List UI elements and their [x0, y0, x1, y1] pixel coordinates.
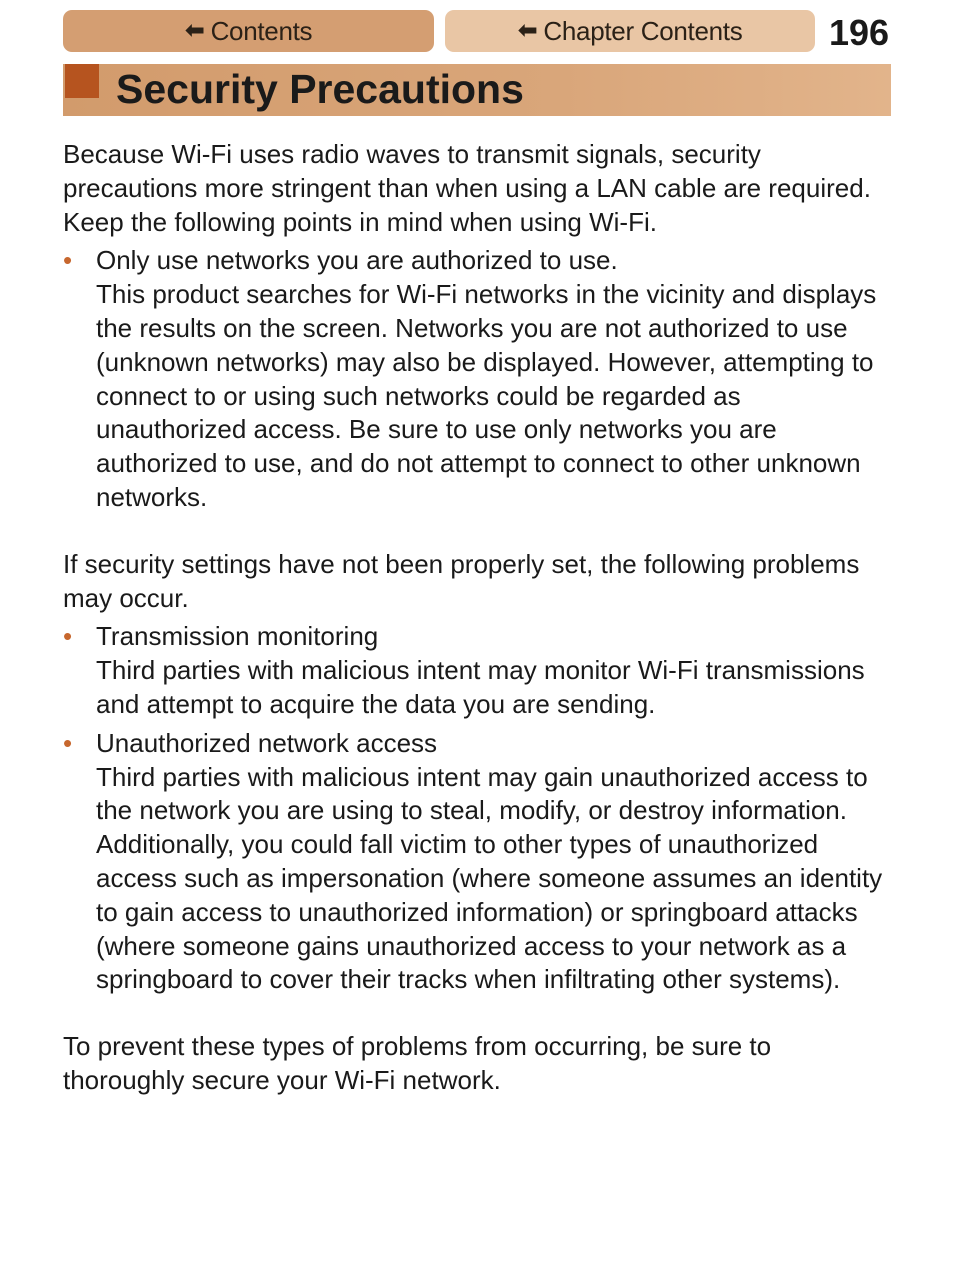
bullet-title: Transmission monitoring: [96, 621, 379, 652]
chapter-contents-button-label: Chapter Contents: [543, 15, 743, 46]
bullet-detail: Third parties with malicious intent may monitor Wi-Fi transmissions and attempt to acquire the data you are sending.: [96, 655, 865, 719]
intro-keep: Keep the following points in mind when using Wi-Fi.: [63, 206, 657, 237]
back-arrow-icon: ⬅: [517, 16, 538, 44]
chapter-contents-button[interactable]: [445, 10, 815, 52]
bullet-detail: This product searches for Wi-Fi networks in the vicinity and displays the results on the screen. Networks you are not authorized to use (unknown networks) may also be displayed. However, attempting to connect to or using such networks could be regarded as unauthorized access. Be sure to use only networks you are authorized to use, and do not attempt to connect to other unknown networks.: [96, 279, 877, 512]
list-item: [63, 620, 893, 654]
back-arrow-icon: ⬅: [184, 16, 205, 44]
title-marker: [65, 64, 99, 98]
main-content: [63, 138, 893, 1098]
bullet-icon: •: [63, 621, 73, 652]
problems-intro: If security settings have not been properly set, the following problems may occur.: [63, 548, 860, 613]
page-number: 196: [829, 12, 890, 53]
bullet-icon: •: [63, 727, 73, 758]
contents-button[interactable]: [63, 10, 434, 52]
page-title: Security Precautions: [116, 66, 524, 112]
bullet-detail: Third parties with malicious intent may gain unauthorized access to the network you are using to steal, modify, or destroy information. Additionally, you could fall victim to other types of unauthorized access such as impersonation (where someone assumes an identity to gain access to unauthorized information) or springboard attacks (where someone gains unauthorized access to your network as a springboard to cover their tracks when infiltrating other systems).: [96, 761, 883, 995]
closing-paragraph: To prevent these types of problems from occurring, be sure to thoroughly secure your Wi-Fi network.: [63, 1031, 772, 1095]
list-item: [63, 727, 893, 761]
intro-paragraph: Because Wi-Fi uses radio waves to transmit signals, security precautions more stringent than when using a LAN cable are required.: [63, 139, 871, 203]
bullet-title: Unauthorized network access: [96, 727, 438, 758]
list-item: [63, 244, 893, 278]
bullet-icon: •: [63, 245, 73, 276]
bullet-title: Only use networks you are authorized to use.: [96, 245, 618, 276]
contents-button-label: Contents: [210, 15, 313, 46]
